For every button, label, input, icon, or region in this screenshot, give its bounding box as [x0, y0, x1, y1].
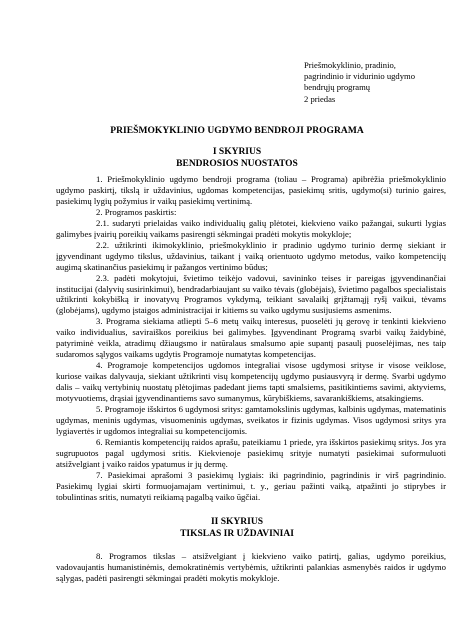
- annex-reference: [304, 60, 464, 105]
- paragraph-6: 6. Remiantis kompetencijų raidos aprašu, pateikiamu 1 priede, yra išskirtos pasiekimų sritys. Jos yra sugrupuotos pagal ugdymosi sritis. Kiekvienoje pasiekimų srityje numatyti pasiekimai suformuluoti atsižvelgiant į vaiko raidos ypatumus ir jų dermę.: [56, 436, 446, 469]
- annex-number: 2 priedas: [304, 93, 336, 104]
- chapter-1-heading: [0, 147, 474, 170]
- annex-line: Priešmokyklinio, pradinio,: [304, 60, 396, 70]
- paragraph-2-3: 2.3. padėti mokytojui, švietimo teikėjo vadovui, savininko teises ir pareigas įgyvendinančiai institucijai (dalyvių susirinkimui), bendradarbiaujant su vaiko tėvais (globėjais), švietimo pagalbos specialistais užtikrinti kokybišką ir inovatyvų Programos vykdymą, teikiant savalaikį grįžtamąjį ryšį vaikui, tėvams (globėjams), ugdymo įstaigos administracijai ir kitiems su vaiko ugdymu susijusiems asmenims.: [56, 272, 446, 316]
- paragraph-1: 1. Priešmokyklinio ugdymo bendroji programa (toliau – Programa) apibrėžia priešmokyklinio ugdymo paskirtį, tikslą ir uždavinius, ugdomas kompetencijas, pasiekimų sritis, ugdymo(si) turinio gaires, pasiekimų lygių požymius ir vaikų pasiekimų vertinimą.: [56, 174, 446, 206]
- paragraph-8: 8. Programos tikslas – atsižvelgiant į kiekvieno vaiko patirtį, galias, ugdymo poreikius, vadovaujantis humanistinėmis, demokratinėmis vertybėmis, užtikrinti palankias asmenybės raidos ir ugdymo sąlygas, padėti pasirengti sėkmingai pradėti mokytis mokykloje.: [56, 551, 446, 583]
- paragraph-5: 5. Programoje išskirtos 6 ugdymosi sritys: gamtamokslinis ugdymas, kalbinis ugdymas, matematinis ugdymas, meninis ugdymas, visuomeninis ugdymas, sveikatos ir fizinis ugdymas. Visos ugdymosi sritys yra lygiavertės ir ugdomos integraliai su kompetencijomis.: [56, 404, 446, 436]
- chapter-2-heading: [0, 517, 474, 540]
- paragraph-3: 3. Programa siekiama atliepti 5–6 metų vaikų interesus, puoselėti jų gerovę ir tenkinti kiekvieno vaiko individualius, saviraiškos poreikius bei galimybes. Įgyvendinant Programą svarbi vaikų žaidybinė, patyriminė veikla, atradimų džiaugsmo ir natūralaus smalsumo apie supantį pasaulį puoselėjimas, nes taip sudaromos sąlygos vaikams ugdytis Programoje numatytas kompetencijas.: [56, 316, 446, 360]
- paragraph-2-2: 2.2. užtikrinti ikimokyklinio, priešmokyklinio ir pradinio ugdymo turinio dermę siekiant ir įgyvendinant ugdymo tikslus, uždavinius, taikant į vaiką orientuoto ugdymo metodus, vaiko kompetencijų augimą skatinančius pasiekimų ir pažangos vertinimo būdus;: [56, 239, 446, 272]
- paragraph-2: 2. Programos paskirtis:: [96, 206, 177, 217]
- paragraph-7: 7. Pasiekimai aprašomi 3 pasiekimų lygiais: iki pagrindinio, pagrindinis ir virš pagrindinio. Pasiekimų lygiai skirti formuojamajam vertinimui, t. y., geriau pažinti vaiką, atpažinti jo stiprybes ir tobulintinas sritis, numatyti reikiamą pagalbą vaiko ūgčiai.: [56, 469, 446, 502]
- annex-line: pagrindinio ir vidurinio ugdymo: [304, 71, 415, 82]
- annex-line: bendrųjų programų: [304, 82, 371, 93]
- chapter-2-body: [56, 551, 446, 584]
- document-title: PRIEŠMOKYKLINIO UGDYMO BENDROJI PROGRAMA: [110, 126, 364, 136]
- chapter-1-name: BENDROSIOS NUOSTATOS: [176, 158, 298, 169]
- paragraph-2-1: 2.1. sudaryti prielaidas vaiko individualių galių plėtotei, kiekvieno vaiko pažangai, sukurti lygias galimybes įvairių poreikių vaikams pasirengti sėkmingai pradėti mokytis mokykloje;: [56, 217, 446, 239]
- chapter-2-name: TIKSLAS IR UŽDAVINIAI: [180, 528, 294, 539]
- chapter-1-number: I SKYRIUS: [212, 147, 262, 157]
- chapter-1-body: [56, 174, 446, 503]
- paragraph-4: 4. Programoje kompetencijos ugdomos integraliai visose ugdymosi srityse ir visose veiklose, kuriose vaikas dalyvauja, siekiant užtikrinti visų kompetencijų ugdymo pusiausvyrą ir dermę. Svarbi ugdymo dalis – vaikų vertybinių nuostatų plėtojimas padedant jiems tapti smalsiems, pasitikintiems savimi, aktyviems, motyvuotiems, drąsiai įgyvendinantiems savo sumanymus, kūrybiškiems, savarankiškiems, atsakingiems.: [56, 360, 446, 404]
- chapter-2-number: II SKYRIUS: [210, 517, 263, 527]
